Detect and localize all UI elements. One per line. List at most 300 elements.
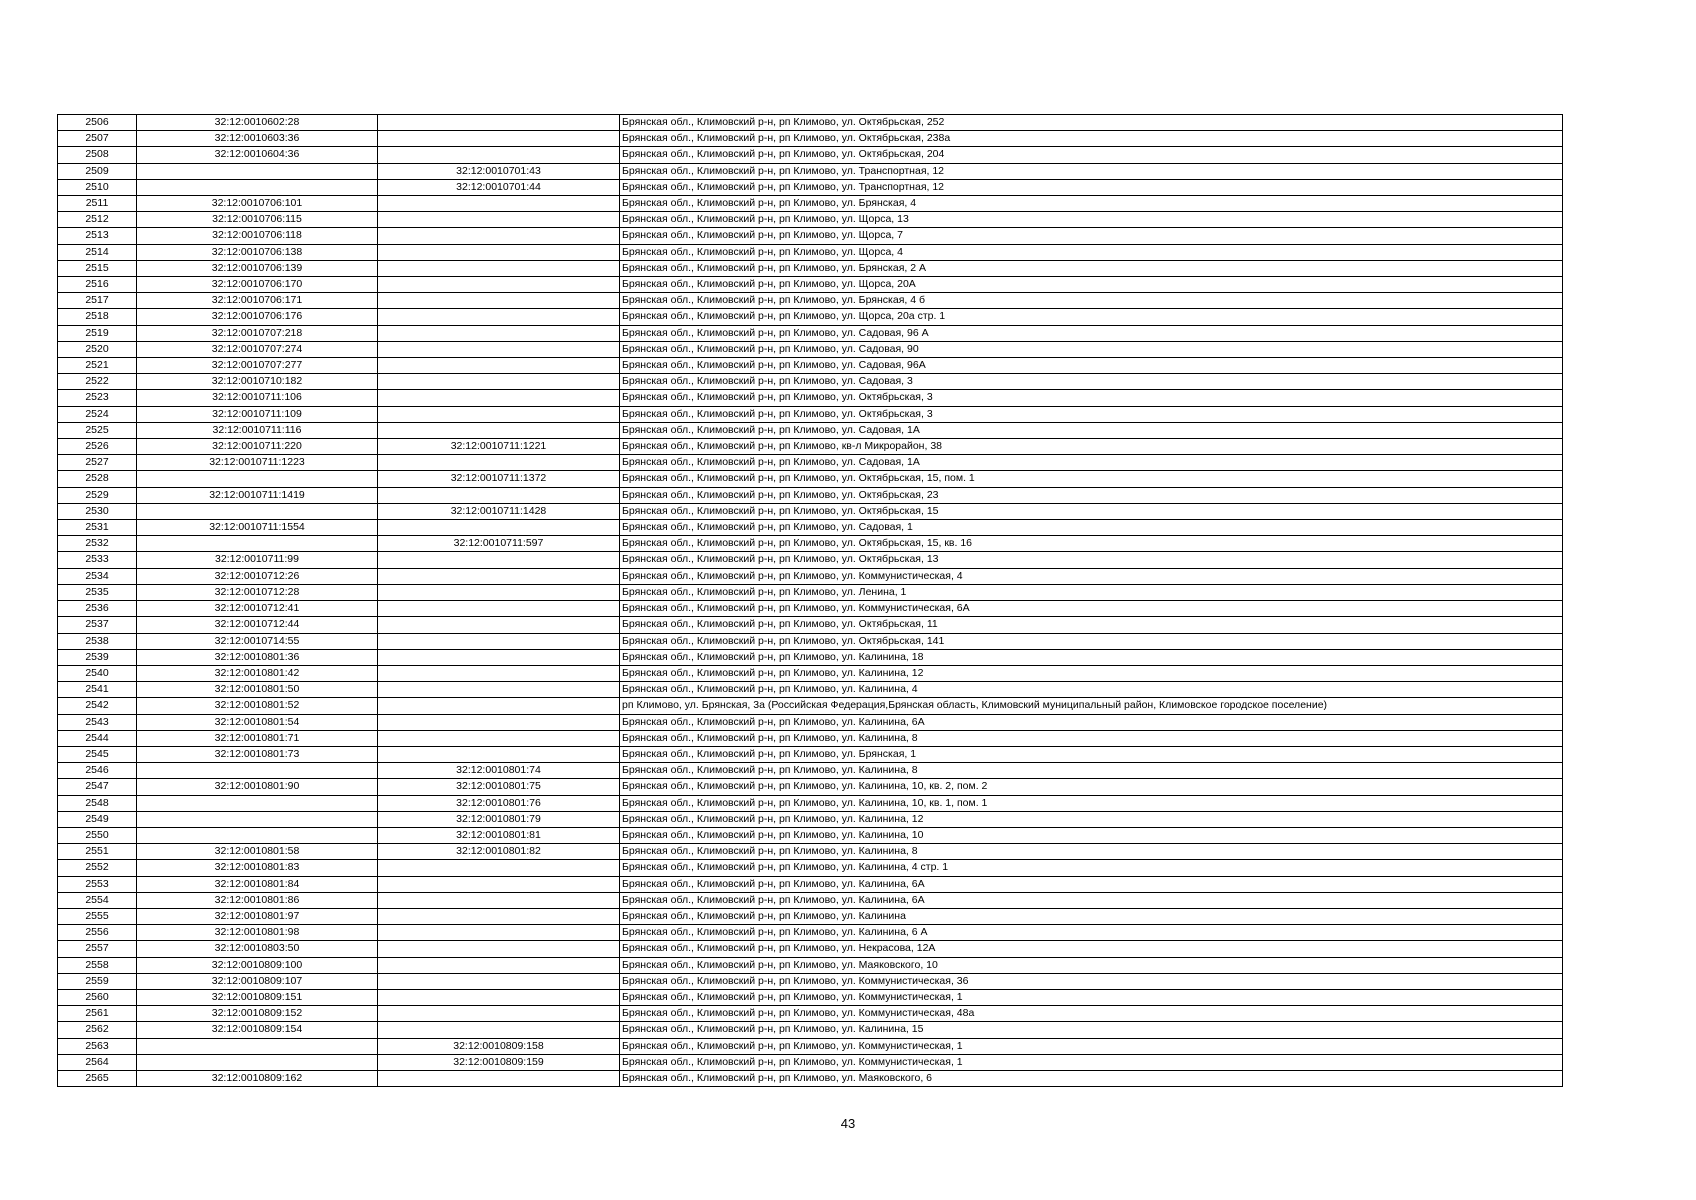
address-cell: Брянская обл., Климовский р-н, рп Климово, ул. Калинина, 12 [620,665,1563,681]
table-row [58,536,1563,552]
related-cadastral-number-cell: 32:12:0010701:44 [378,179,620,195]
cadastral-number-cell: 32:12:0010711:109 [137,406,378,422]
address-cell: Брянская обл., Климовский р-н, рп Климово, ул. Октябрьская, 204 [620,147,1563,163]
related-cadastral-number-cell: 32:12:0010801:75 [378,779,620,795]
cadastral-number-cell: 32:12:0010711:99 [137,552,378,568]
row-number-cell: 2506 [58,115,137,131]
table-row [58,358,1563,374]
table-row [58,908,1563,924]
row-number-cell: 2548 [58,795,137,811]
address-cell: Брянская обл., Климовский р-н, рп Климово, ул. Калинина, 10 [620,827,1563,843]
address-cell: Брянская обл., Климовский р-н, рп Климово, ул. Щорса, 20а стр. 1 [620,309,1563,325]
related-cadastral-number-cell [378,860,620,876]
related-cadastral-number-cell [378,633,620,649]
related-cadastral-number-cell [378,714,620,730]
table-row [58,1054,1563,1070]
row-number-cell: 2542 [58,698,137,714]
cadastral-number-cell: 32:12:0010803:50 [137,941,378,957]
related-cadastral-number-cell [378,617,620,633]
row-number-cell: 2521 [58,358,137,374]
row-number-cell: 2527 [58,455,137,471]
row-number-cell: 2564 [58,1054,137,1070]
address-cell: Брянская обл., Климовский р-н, рп Климово, ул. Октябрьская, 141 [620,633,1563,649]
row-number-cell: 2520 [58,341,137,357]
cadastral-number-cell: 32:12:0010710:182 [137,374,378,390]
related-cadastral-number-cell [378,374,620,390]
address-cell: Брянская обл., Климовский р-н, рп Климово, ул. Коммунистическая, 1 [620,1038,1563,1054]
address-cell: Брянская обл., Климовский р-н, рп Климово, ул. Калинина, 10, кв. 1, пом. 1 [620,795,1563,811]
cadastral-number-cell: 32:12:0010801:58 [137,844,378,860]
cadastral-number-cell: 32:12:0010809:152 [137,1006,378,1022]
related-cadastral-number-cell [378,1006,620,1022]
related-cadastral-number-cell [378,698,620,714]
address-cell: рп Климово, ул. Брянская, 3а (Российская Федерация,Брянская область, Климовский муниципальный район, Климовское городское поселение) [620,698,1563,714]
address-cell: Брянская обл., Климовский р-н, рп Климово, ул. Щорса, 7 [620,228,1563,244]
related-cadastral-number-cell [378,196,620,212]
row-number-cell: 2546 [58,763,137,779]
table-row [58,941,1563,957]
row-number-cell: 2560 [58,989,137,1005]
related-cadastral-number-cell: 32:12:0010801:74 [378,763,620,779]
address-cell: Брянская обл., Климовский р-н, рп Климово, ул. Калинина, 8 [620,730,1563,746]
row-number-cell: 2513 [58,228,137,244]
table-row [58,876,1563,892]
address-cell: Брянская обл., Климовский р-н, рп Климово, ул. Калинина, 18 [620,649,1563,665]
cadastral-number-cell [137,795,378,811]
cadastral-number-cell: 32:12:0010801:50 [137,682,378,698]
cadastral-number-cell: 32:12:0010706:139 [137,260,378,276]
cadastral-number-cell: 32:12:0010706:171 [137,293,378,309]
row-number-cell: 2547 [58,779,137,795]
table-row [58,1070,1563,1086]
related-cadastral-number-cell [378,601,620,617]
cadastral-number-cell: 32:12:0010801:84 [137,876,378,892]
address-cell: Брянская обл., Климовский р-н, рп Климово, ул. Калинина, 6 А [620,925,1563,941]
table-row [58,989,1563,1005]
cadastral-number-cell [137,536,378,552]
address-cell: Брянская обл., Климовский р-н, рп Климово, ул. Брянская, 2 А [620,260,1563,276]
address-cell: Брянская обл., Климовский р-н, рп Климово, ул. Садовая, 3 [620,374,1563,390]
cadastral-number-cell: 32:12:0010809:151 [137,989,378,1005]
address-cell: Брянская обл., Климовский р-н, рп Климово, ул. Калинина, 8 [620,844,1563,860]
address-cell: Брянская обл., Климовский р-н, рп Климово, ул. Брянская, 4 [620,196,1563,212]
related-cadastral-number-cell [378,876,620,892]
address-cell: Брянская обл., Климовский р-н, рп Климово, ул. Транспортная, 12 [620,179,1563,195]
related-cadastral-number-cell [378,487,620,503]
address-cell: Брянская обл., Климовский р-н, рп Климово, ул. Садовая, 1 [620,520,1563,536]
row-number-cell: 2543 [58,714,137,730]
table-row [58,1022,1563,1038]
cadastral-number-cell [137,503,378,519]
cadastral-number-cell [137,763,378,779]
cadastral-number-cell: 32:12:0010801:73 [137,746,378,762]
row-number-cell: 2540 [58,665,137,681]
table-row [58,649,1563,665]
address-cell: Брянская обл., Климовский р-н, рп Климово, ул. Ленина, 1 [620,584,1563,600]
cadastral-number-cell: 32:12:0010801:86 [137,892,378,908]
table-row [58,325,1563,341]
related-cadastral-number-cell [378,552,620,568]
row-number-cell: 2565 [58,1070,137,1086]
cadastral-number-cell: 32:12:0010801:54 [137,714,378,730]
address-cell: Брянская обл., Климовский р-н, рп Климово, ул. Калинина, 4 стр. 1 [620,860,1563,876]
table-row [58,779,1563,795]
address-cell: Брянская обл., Климовский р-н, рп Климово, ул. Калинина, 6А [620,876,1563,892]
row-number-cell: 2514 [58,244,137,260]
cadastral-number-cell [137,827,378,843]
related-cadastral-number-cell [378,925,620,941]
cadastral-number-cell: 32:12:0010711:220 [137,439,378,455]
related-cadastral-number-cell: 32:12:0010801:81 [378,827,620,843]
row-number-cell: 2512 [58,212,137,228]
address-cell: Брянская обл., Климовский р-н, рп Климово, ул. Коммунистическая, 1 [620,1054,1563,1070]
address-cell: Брянская обл., Климовский р-н, рп Климово, ул. Калинина, 12 [620,811,1563,827]
cadastral-number-cell: 32:12:0010801:83 [137,860,378,876]
cadastral-number-cell: 32:12:0010706:101 [137,196,378,212]
table-row [58,957,1563,973]
related-cadastral-number-cell [378,228,620,244]
row-number-cell: 2557 [58,941,137,957]
table-row [58,892,1563,908]
row-number-cell: 2544 [58,730,137,746]
cadastral-number-cell: 32:12:0010809:107 [137,973,378,989]
table-row [58,1006,1563,1022]
table-row [58,811,1563,827]
row-number-cell: 2554 [58,892,137,908]
address-cell: Брянская обл., Климовский р-н, рп Климово, ул. Октябрьская, 3 [620,406,1563,422]
table-row [58,827,1563,843]
table-row [58,439,1563,455]
address-cell: Брянская обл., Климовский р-н, рп Климово, ул. Коммунистическая, 36 [620,973,1563,989]
related-cadastral-number-cell: 32:12:0010801:76 [378,795,620,811]
address-cell: Брянская обл., Климовский р-н, рп Климово, ул. Щорса, 4 [620,244,1563,260]
address-cell: Брянская обл., Климовский р-н, рп Климово, ул. Садовая, 1А [620,455,1563,471]
property-table-body [58,115,1563,1087]
table-row [58,520,1563,536]
table-row [58,293,1563,309]
row-number-cell: 2550 [58,827,137,843]
row-number-cell: 2522 [58,374,137,390]
address-cell: Брянская обл., Климовский р-н, рп Климово, ул. Садовая, 96 А [620,325,1563,341]
row-number-cell: 2534 [58,568,137,584]
row-number-cell: 2515 [58,260,137,276]
related-cadastral-number-cell [378,730,620,746]
related-cadastral-number-cell [378,341,620,357]
table-row [58,487,1563,503]
row-number-cell: 2508 [58,147,137,163]
cadastral-number-cell: 32:12:0010711:116 [137,422,378,438]
related-cadastral-number-cell [378,941,620,957]
cadastral-number-cell: 32:12:0010706:115 [137,212,378,228]
table-row [58,568,1563,584]
table-row [58,746,1563,762]
cadastral-number-cell: 32:12:0010706:138 [137,244,378,260]
related-cadastral-number-cell: 32:12:0010711:597 [378,536,620,552]
table-row [58,260,1563,276]
address-cell: Брянская обл., Климовский р-н, рп Климово, ул. Коммунистическая, 48а [620,1006,1563,1022]
address-cell: Брянская обл., Климовский р-н, рп Климово, ул. Октябрьская, 3 [620,390,1563,406]
related-cadastral-number-cell: 32:12:0010809:158 [378,1038,620,1054]
address-cell: Брянская обл., Климовский р-н, рп Климово, ул. Брянская, 4 б [620,293,1563,309]
table-row [58,374,1563,390]
address-cell: Брянская обл., Климовский р-н, рп Климово, ул. Транспортная, 12 [620,163,1563,179]
related-cadastral-number-cell: 32:12:0010711:1372 [378,471,620,487]
table-row [58,341,1563,357]
table-row [58,925,1563,941]
cadastral-number-cell [137,1054,378,1070]
row-number-cell: 2525 [58,422,137,438]
related-cadastral-number-cell [378,293,620,309]
related-cadastral-number-cell [378,989,620,1005]
address-cell: Брянская обл., Климовский р-н, рп Климово, ул. Октябрьская, 252 [620,115,1563,131]
related-cadastral-number-cell [378,390,620,406]
cadastral-number-cell: 32:12:0010712:41 [137,601,378,617]
related-cadastral-number-cell [378,746,620,762]
address-cell: Брянская обл., Климовский р-н, рп Климово, ул. Октябрьская, 23 [620,487,1563,503]
related-cadastral-number-cell: 32:12:0010701:43 [378,163,620,179]
address-cell: Брянская обл., Климовский р-н, рп Климово, ул. Коммунистическая, 4 [620,568,1563,584]
address-cell: Брянская обл., Климовский р-н, рп Климово, ул. Октябрьская, 15 [620,503,1563,519]
table-row [58,277,1563,293]
cadastral-number-cell: 32:12:0010711:1419 [137,487,378,503]
cadastral-number-cell: 32:12:0010809:100 [137,957,378,973]
related-cadastral-number-cell [378,406,620,422]
table-row [58,196,1563,212]
table-row [58,552,1563,568]
address-cell: Брянская обл., Климовский р-н, рп Климово, ул. Калинина, 15 [620,1022,1563,1038]
table-row [58,844,1563,860]
related-cadastral-number-cell [378,973,620,989]
row-number-cell: 2555 [58,908,137,924]
address-cell: Брянская обл., Климовский р-н, рп Климово, ул. Брянская, 1 [620,746,1563,762]
row-number-cell: 2556 [58,925,137,941]
address-cell: Брянская обл., Климовский р-н, рп Климово, ул. Калинина, 10, кв. 2, пом. 2 [620,779,1563,795]
related-cadastral-number-cell [378,665,620,681]
row-number-cell: 2524 [58,406,137,422]
related-cadastral-number-cell [378,212,620,228]
related-cadastral-number-cell [378,260,620,276]
table-row [58,730,1563,746]
row-number-cell: 2553 [58,876,137,892]
address-cell: Брянская обл., Климовский р-н, рп Климово, ул. Октябрьская, 11 [620,617,1563,633]
cadastral-number-cell: 32:12:0010604:36 [137,147,378,163]
row-number-cell: 2523 [58,390,137,406]
table-row [58,244,1563,260]
related-cadastral-number-cell [378,1070,620,1086]
related-cadastral-number-cell [378,584,620,600]
row-number-cell: 2559 [58,973,137,989]
table-row [58,503,1563,519]
cadastral-number-cell: 32:12:0010801:98 [137,925,378,941]
row-number-cell: 2551 [58,844,137,860]
cadastral-number-cell: 32:12:0010707:218 [137,325,378,341]
related-cadastral-number-cell: 32:12:0010801:79 [378,811,620,827]
related-cadastral-number-cell [378,115,620,131]
address-cell: Брянская обл., Климовский р-н, рп Климово, ул. Щорса, 13 [620,212,1563,228]
related-cadastral-number-cell [378,422,620,438]
cadastral-number-cell: 32:12:0010809:162 [137,1070,378,1086]
address-cell: Брянская обл., Климовский р-н, рп Климово, ул. Коммунистическая, 6А [620,601,1563,617]
cadastral-number-cell: 32:12:0010707:274 [137,341,378,357]
cadastral-number-cell: 32:12:0010712:44 [137,617,378,633]
table-row [58,309,1563,325]
cadastral-number-cell: 32:12:0010801:97 [137,908,378,924]
cadastral-number-cell [137,163,378,179]
address-cell: Брянская обл., Климовский р-н, рп Климово, ул. Садовая, 1А [620,422,1563,438]
table-row [58,406,1563,422]
cadastral-number-cell: 32:12:0010801:36 [137,649,378,665]
row-number-cell: 2538 [58,633,137,649]
cadastral-number-cell [137,179,378,195]
address-cell: Брянская обл., Климовский р-н, рп Климово, ул. Коммунистическая, 1 [620,989,1563,1005]
row-number-cell: 2545 [58,746,137,762]
row-number-cell: 2509 [58,163,137,179]
address-cell: Брянская обл., Климовский р-н, рп Климово, ул. Калинина, 6А [620,892,1563,908]
row-number-cell: 2516 [58,277,137,293]
address-cell: Брянская обл., Климовский р-н, рп Климово, ул. Калинина, 4 [620,682,1563,698]
address-cell: Брянская обл., Климовский р-н, рп Климово, ул. Октябрьская, 15, кв. 16 [620,536,1563,552]
cadastral-number-cell: 32:12:0010707:277 [137,358,378,374]
table-row [58,763,1563,779]
cadastral-number-cell: 32:12:0010809:154 [137,1022,378,1038]
cadastral-number-cell: 32:12:0010712:26 [137,568,378,584]
row-number-cell: 2507 [58,131,137,147]
row-number-cell: 2562 [58,1022,137,1038]
row-number-cell: 2536 [58,601,137,617]
cadastral-number-cell [137,1038,378,1054]
related-cadastral-number-cell: 32:12:0010801:82 [378,844,620,860]
cadastral-number-cell: 32:12:0010801:52 [137,698,378,714]
table-row [58,455,1563,471]
table-row [58,228,1563,244]
row-number-cell: 2561 [58,1006,137,1022]
address-cell: Брянская обл., Климовский р-н, рп Климово, ул. Маяковского, 10 [620,957,1563,973]
row-number-cell: 2511 [58,196,137,212]
row-number-cell: 2529 [58,487,137,503]
table-row [58,633,1563,649]
property-table [57,114,1563,1087]
cadastral-number-cell: 32:12:0010801:42 [137,665,378,681]
cadastral-number-cell: 32:12:0010706:176 [137,309,378,325]
table-row [58,860,1563,876]
address-cell: Брянская обл., Климовский р-н, рп Климово, ул. Маяковского, 6 [620,1070,1563,1086]
related-cadastral-number-cell [378,1022,620,1038]
address-cell: Брянская обл., Климовский р-н, рп Климово, ул. Калинина [620,908,1563,924]
row-number-cell: 2558 [58,957,137,973]
cadastral-number-cell: 32:12:0010706:118 [137,228,378,244]
related-cadastral-number-cell [378,455,620,471]
cadastral-number-cell: 32:12:0010801:71 [137,730,378,746]
cadastral-number-cell: 32:12:0010706:170 [137,277,378,293]
table-row [58,131,1563,147]
row-number-cell: 2531 [58,520,137,536]
cadastral-number-cell [137,471,378,487]
table-row [58,163,1563,179]
row-number-cell: 2519 [58,325,137,341]
related-cadastral-number-cell [378,957,620,973]
table-row [58,795,1563,811]
related-cadastral-number-cell [378,244,620,260]
cadastral-number-cell: 32:12:0010712:28 [137,584,378,600]
table-row [58,115,1563,131]
address-cell: Брянская обл., Климовский р-н, рп Климово, ул. Садовая, 90 [620,341,1563,357]
related-cadastral-number-cell: 32:12:0010809:159 [378,1054,620,1070]
row-number-cell: 2510 [58,179,137,195]
related-cadastral-number-cell [378,309,620,325]
related-cadastral-number-cell [378,568,620,584]
address-cell: Брянская обл., Климовский р-н, рп Климово, ул. Октябрьская, 15, пом. 1 [620,471,1563,487]
address-cell: Брянская обл., Климовский р-н, рп Климово, ул. Калинина, 6А [620,714,1563,730]
related-cadastral-number-cell [378,358,620,374]
address-cell: Брянская обл., Климовский р-н, рп Климово, ул. Октябрьская, 13 [620,552,1563,568]
row-number-cell: 2530 [58,503,137,519]
row-number-cell: 2528 [58,471,137,487]
table-row [58,179,1563,195]
cadastral-number-cell: 32:12:0010603:36 [137,131,378,147]
row-number-cell: 2539 [58,649,137,665]
table-row [58,471,1563,487]
table-row [58,973,1563,989]
row-number-cell: 2549 [58,811,137,827]
table-row [58,601,1563,617]
related-cadastral-number-cell [378,682,620,698]
cadastral-number-cell: 32:12:0010714:55 [137,633,378,649]
row-number-cell: 2552 [58,860,137,876]
table-row [58,422,1563,438]
row-number-cell: 2563 [58,1038,137,1054]
table-row [58,390,1563,406]
related-cadastral-number-cell [378,892,620,908]
related-cadastral-number-cell: 32:12:0010711:1428 [378,503,620,519]
page-number: 43 [840,1116,856,1131]
table-row [58,212,1563,228]
table-row [58,1038,1563,1054]
related-cadastral-number-cell [378,131,620,147]
table-row [58,147,1563,163]
row-number-cell: 2541 [58,682,137,698]
related-cadastral-number-cell [378,147,620,163]
table-row [58,698,1563,714]
related-cadastral-number-cell [378,908,620,924]
cadastral-number-cell: 32:12:0010801:90 [137,779,378,795]
cadastral-number-cell: 32:12:0010711:1223 [137,455,378,471]
cadastral-number-cell: 32:12:0010711:1554 [137,520,378,536]
table-row [58,584,1563,600]
table-row [58,617,1563,633]
address-cell: Брянская обл., Климовский р-н, рп Климово, ул. Некрасова, 12А [620,941,1563,957]
related-cadastral-number-cell [378,520,620,536]
row-number-cell: 2518 [58,309,137,325]
table-row [58,665,1563,681]
related-cadastral-number-cell [378,325,620,341]
cadastral-number-cell: 32:12:0010711:106 [137,390,378,406]
address-cell: Брянская обл., Климовский р-н, рп Климово, ул. Щорса, 20А [620,277,1563,293]
row-number-cell: 2533 [58,552,137,568]
address-cell: Брянская обл., Климовский р-н, рп Климово, ул. Садовая, 96А [620,358,1563,374]
address-cell: Брянская обл., Климовский р-н, рп Климово, ул. Калинина, 8 [620,763,1563,779]
address-cell: Брянская обл., Климовский р-н, рп Климово, кв-л Микрорайон, 38 [620,439,1563,455]
related-cadastral-number-cell [378,649,620,665]
cadastral-number-cell [137,811,378,827]
table-row [58,682,1563,698]
cadastral-number-cell: 32:12:0010602:28 [137,115,378,131]
related-cadastral-number-cell [378,277,620,293]
address-cell: Брянская обл., Климовский р-н, рп Климово, ул. Октябрьская, 238а [620,131,1563,147]
row-number-cell: 2537 [58,617,137,633]
table-row [58,714,1563,730]
row-number-cell: 2532 [58,536,137,552]
related-cadastral-number-cell: 32:12:0010711:1221 [378,439,620,455]
